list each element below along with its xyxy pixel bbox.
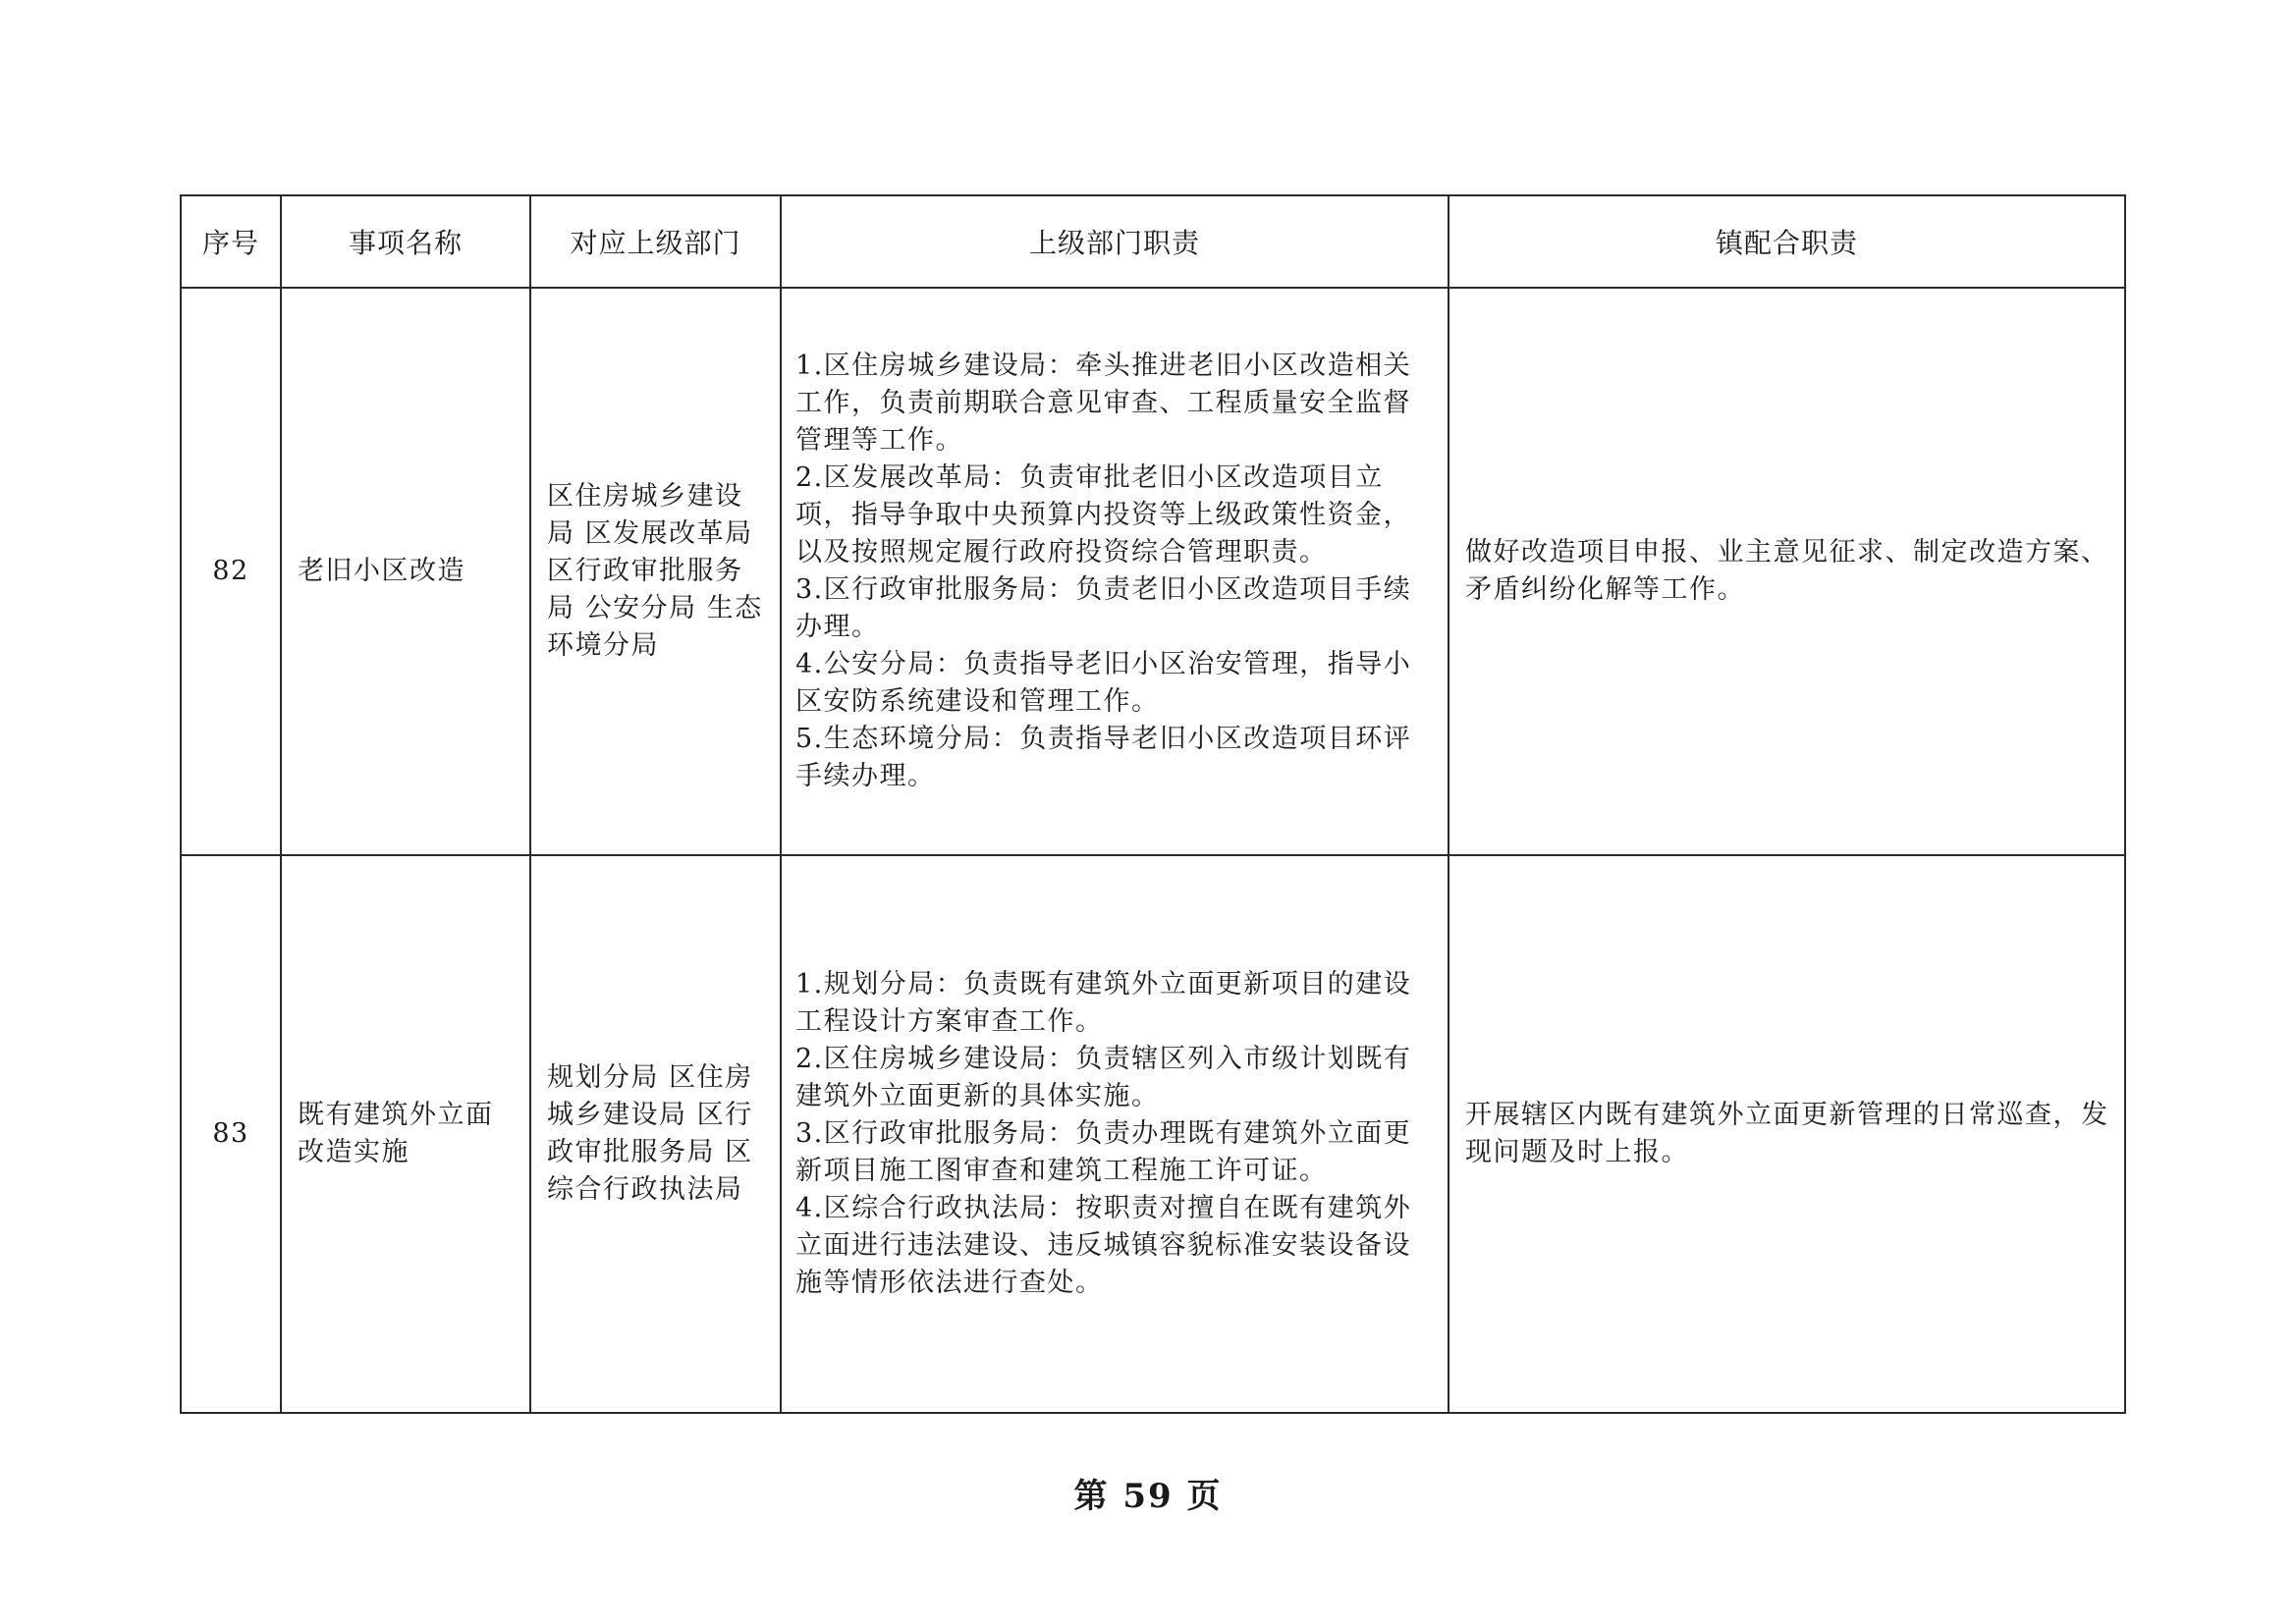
row-superior-duties [781, 855, 1449, 1413]
header-serial: 序号 [181, 195, 281, 288]
duty-item: 3.区行政审批服务局：负责老旧小区改造项目手续办理。 [795, 574, 1412, 642]
row-departments: 规划分局 区住房城乡建设局 区行政审批服务局 区综合行政执法局 [530, 855, 781, 1413]
row-item-name: 老旧小区改造 [281, 288, 530, 855]
header-superior-department: 对应上级部门 [530, 195, 781, 288]
duty-item: 4.区综合行政执法局：按职责对擅自在既有建筑外立面进行违法建设、违反城镇容貌标准安装设备设施等情形依法进行查处。 [795, 1193, 1412, 1298]
duty-item: 5.生态环境分局：负责指导老旧小区改造项目环评手续办理。 [795, 724, 1412, 791]
row-serial: 82 [181, 288, 281, 855]
row-serial: 83 [181, 855, 281, 1413]
duty-item: 1.规划分局：负责既有建筑外立面更新项目的建设工程设计方案审查工作。 [795, 969, 1412, 1037]
duty-item: 2.区住房城乡建设局：负责辖区列入市级计划既有建筑外立面更新的具体实施。 [795, 1044, 1412, 1111]
row-town-duty: 做好改造项目申报、业主意见征求、制定改造方案、矛盾纠纷化解等工作。 [1449, 288, 2125, 855]
header-item-name: 事项名称 [281, 195, 530, 288]
duty-item: 2.区发展改革局：负责审批老旧小区改造项目立项，指导争取中央预算内投资等上级政策性资金，以及按照规定履行政府投资综合管理职责。 [795, 462, 1411, 568]
header-superior-duties: 上级部门职责 [781, 195, 1449, 288]
row-item-name: 既有建筑外立面改造实施 [281, 855, 530, 1413]
duty-item: 4.公安分局：负责指导老旧小区治安管理，指导小区安防系统建设和管理工作。 [795, 649, 1412, 717]
duty-item: 1.区住房城乡建设局：牵头推进老旧小区改造相关工作，负责前期联合意见审查、工程质量安全监督管理等工作。 [795, 351, 1412, 456]
table-header-row [181, 195, 2125, 288]
header-town-duties: 镇配合职责 [1449, 195, 2125, 288]
responsibility-table [180, 194, 2126, 1414]
table-row [181, 288, 2125, 855]
row-departments: 区住房城乡建设局 区发展改革局 区行政审批服务局 公安分局 生态环境分局 [530, 288, 781, 855]
table-row [181, 855, 2125, 1413]
duty-item: 3.区行政审批服务局：负责办理既有建筑外立面更新项目施工图审查和建筑工程施工许可证。 [795, 1118, 1412, 1186]
row-town-duty: 开展辖区内既有建筑外立面更新管理的日常巡查，发现问题及时上报。 [1449, 855, 2125, 1413]
row-superior-duties [781, 288, 1449, 855]
page-number: 第 59 页 [1073, 1477, 1223, 1516]
